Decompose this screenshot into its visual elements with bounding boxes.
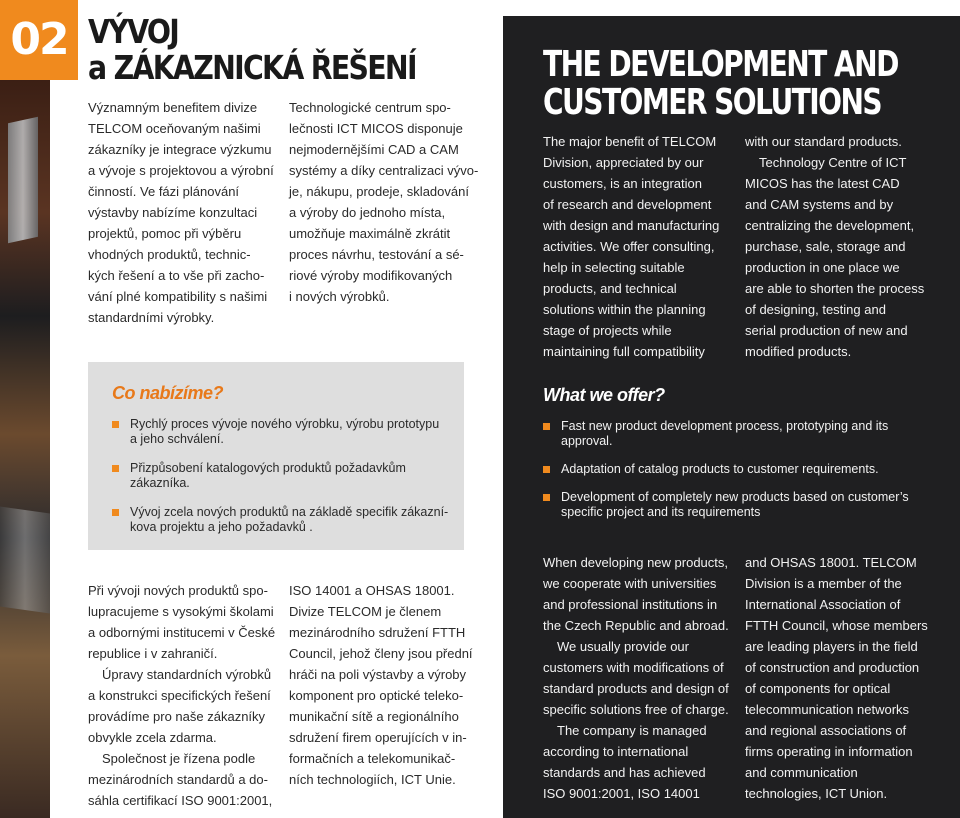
text-line: Division, appreciated by our [543,155,704,170]
text-line: Technologické centrum spo- [289,100,451,115]
list-item-line: Development of completely new products based on customer’s [561,490,909,504]
text-line: serial production of new and [745,323,908,338]
text-line: i nových výrobků. [289,289,390,304]
text-line: Společnost je řízena podle [102,751,256,766]
text-line: Technology Centre of ICT [759,155,907,170]
bullet-square-icon [112,421,119,428]
text-line: proces návrhu, testování a sé- [289,247,464,262]
text-line: we cooperate with universities [543,576,717,591]
text-line: systémy a díky centralizaci vývo- [289,163,479,178]
text-line: ISO 14001 a OHSAS 18001. [289,583,455,598]
list-item-line: a jeho schválení. [130,432,224,446]
text-line: Při vývoji nových produktů spo- [88,583,268,598]
text-line: mezinárodních standardů a do- [88,772,268,787]
text-line: munikační sítě a regionálního [289,709,459,724]
list-item-line: zákazníka. [130,476,190,490]
text-line: of construction and production [745,660,920,675]
text-line: and professional institutions in [543,597,718,612]
text-line: kých řešení a to vše při zacho- [88,268,265,283]
text-line: vání plné kompatibility s našimi [88,289,268,304]
list-item-line: Vývoj zcela nových produktů na základě specifik zákazní- [130,505,449,519]
bottom-cz-column-2 [289,580,479,790]
text-line: a vývoje s projektovou a výrobní [88,163,274,178]
text-line: sdružení firem operujících v in- [289,730,467,745]
list-item-line: Rychlý proces vývoje nového výrobku, výrobu prototypu [130,417,440,431]
text-line: purchase, sale, storage and [745,239,906,254]
text-line: nejmodernějšími CAD a CAM [289,142,459,157]
text-line: technologies, ICT Union. [745,786,888,801]
list-item-line: Přizpůsobení katalogových produktů požadavkům [130,461,406,475]
text-line: and communication [745,765,858,780]
text-line: with our standard products. [745,134,902,149]
text-line: činností. Ve fázi plánování [88,184,240,199]
list-item-line: Adaptation of catalog products to customer requirements. [561,462,879,476]
list-item-line: kova projektu a jeho požadavků . [130,520,313,534]
text-line: ISO 9001:2001, ISO 14001 [543,786,700,801]
list-item-line: approval. [561,434,613,448]
bullet-square-icon [543,466,550,473]
list-item [543,490,943,520]
text-line: a konstrukci specifických řešení [88,688,271,703]
list-item-line: Fast new product development process, prototyping and its [561,419,889,433]
text-line: and CAM systems and by [745,197,894,212]
intro-en-column-1 [543,131,738,362]
title-en-line2: CUSTOMER SOLUTIONS [543,82,882,123]
text-line: Úpravy standardních výrobků [102,667,272,682]
text-line: umožňuje maximálně zkrátit [289,226,451,241]
page-title-en [543,46,898,122]
bottom-en-column-2 [745,552,955,804]
text-line: FTTH Council, whose members [745,618,928,633]
text-line: The company is managed [557,723,707,738]
text-line: We usually provide our [557,639,689,654]
text-line: firms operating in information [745,744,913,759]
text-line: and OHSAS 18001. TELCOM [745,555,917,570]
text-line: TELCOM oceňovaným našimi [88,121,261,136]
text-line: of components for optical [745,681,891,696]
text-line: stage of projects while [543,323,672,338]
text-line: standards and has achieved [543,765,706,780]
list-item [112,505,452,535]
bullet-square-icon [543,423,550,430]
text-line: mezinárodního sdružení FTTH [289,625,466,640]
text-line: provádíme pro naše zákazníky [88,709,266,724]
offer-list-cz [112,417,452,535]
section-number: 02 [0,0,78,80]
text-line: standard products and design of [543,681,729,696]
bullet-square-icon [543,494,550,501]
text-line: Council, jehož členy jsou přední [289,646,473,661]
title-cz-line2: a ZÁKAZNICKÁ ŘEŠENÍ [88,48,416,87]
text-line: products, and technical [543,281,677,296]
text-line: výstavby nabízíme konzultaci [88,205,258,220]
text-line: activities. We offer consulting, [543,239,715,254]
bullet-square-icon [112,509,119,516]
text-line: ních technologiích, ICT Unie. [289,772,456,787]
text-line: modified products. [745,344,852,359]
text-line: lupracujeme s vysokými školami [88,604,274,619]
title-en-line1: THE DEVELOPMENT AND [543,44,898,85]
text-line: je, nákupu, prodeje, skladování [289,184,469,199]
decorative-photo [0,80,50,818]
offer-heading-cz: Co nabízíme? [112,383,224,403]
bottom-en-column-1 [543,552,738,804]
text-line: according to international [543,744,689,759]
text-line: The major benefit of TELCOM [543,134,717,149]
text-line: customers with modifications of [543,660,724,675]
offer-heading-en: What we offer? [543,385,665,405]
intro-en-column-2 [745,131,955,362]
text-line: standardními výrobky. [88,310,215,325]
text-line: formačních a telekomunikač- [289,751,456,766]
list-item [543,419,943,449]
text-line: republice i v zahraničí. [88,646,218,661]
text-line: centralizing the development, [745,218,915,233]
text-line: projektů, pomoc při výběru [88,226,242,241]
text-line: vhodných produktů, technic- [88,247,251,262]
text-line: Divize TELCOM je členem [289,604,442,619]
list-item [543,462,943,477]
text-line: hráči na poli výstavby a výroby [289,667,467,682]
text-line: MICOS has the latest CAD [745,176,900,191]
text-line: and regional associations of [745,723,907,738]
text-line: obvykle zcela zdarma. [88,730,217,745]
bullet-square-icon [112,465,119,472]
text-line: are leading players in the field [745,639,918,654]
text-line: are able to shorten the process [745,281,925,296]
text-line: sáhla certifikací ISO 9001:2001, [88,793,273,808]
text-line: maintaining full compatibility [543,344,705,359]
page-title-cz [88,14,416,86]
text-line: When developing new products, [543,555,729,570]
text-line: lečnosti ICT MICOS disponuje [289,121,463,136]
text-line: komponent pro optické teleko- [289,688,464,703]
text-line: a výroby do jednoho místa, [289,205,446,220]
text-line: production in one place we [745,260,900,275]
text-line: telecommunication networks [745,702,910,717]
list-item [112,461,452,491]
text-line: specific solutions free of charge. [543,702,729,717]
text-line: customers, is an integration [543,176,702,191]
text-line: Division is a member of the [745,576,902,591]
intro-cz-column-2 [289,97,479,307]
list-item [112,417,452,447]
text-line: International Association of [745,597,901,612]
bottom-cz-column-1 [88,580,278,811]
intro-cz-column-1 [88,97,278,328]
text-line: zákazníky je integrace výzkumu [88,142,272,157]
text-line: of research and development [543,197,712,212]
text-line: riové výroby modifikovaných [289,268,453,283]
text-line: with design and manufacturing [543,218,720,233]
text-line: solutions within the planning [543,302,706,317]
offer-list-en [543,419,943,520]
text-line: a odbornými institucemi v České [88,625,276,640]
title-cz-line1: VÝVOJ [88,12,179,51]
list-item-line: specific project and its requirements [561,505,761,519]
text-line: of designing, testing and [745,302,886,317]
text-line: the Czech Republic and abroad. [543,618,729,633]
text-line: help in selecting suitable [543,260,685,275]
text-line: Významným benefitem divize [88,100,258,115]
